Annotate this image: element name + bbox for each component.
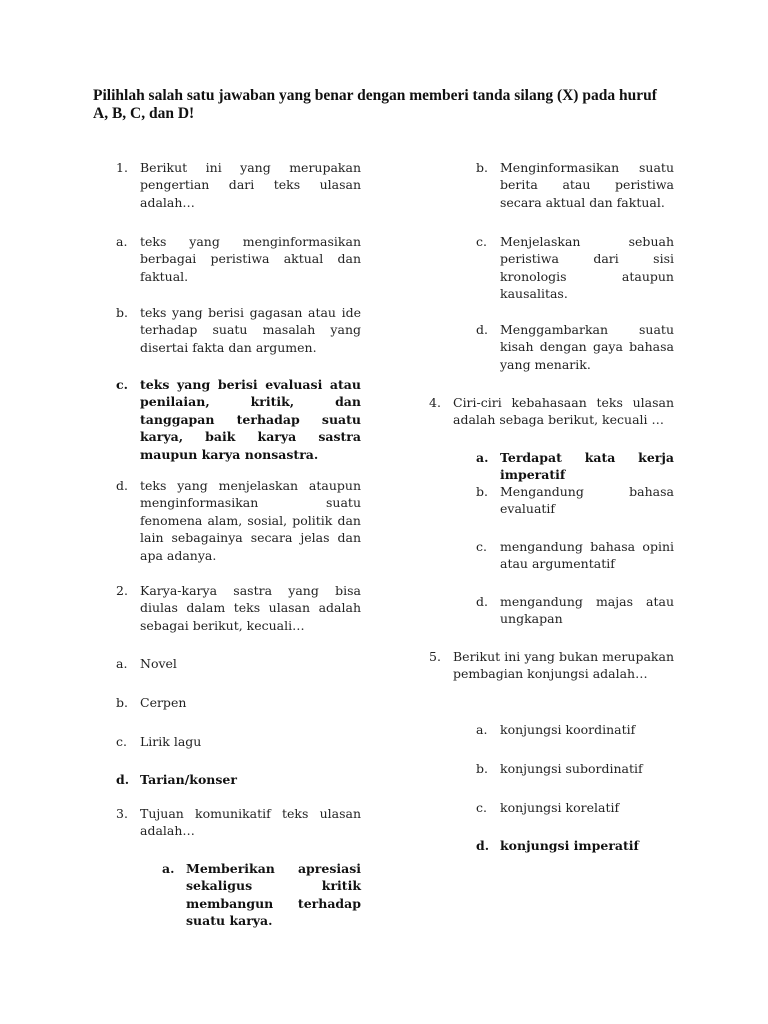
option-label: a.	[116, 234, 128, 249]
option-label: c.	[476, 800, 487, 815]
option-label: d.	[476, 594, 488, 609]
option-text: Novel	[140, 656, 177, 671]
option-label: d.	[476, 838, 490, 853]
option-label: c.	[476, 234, 487, 249]
question-2	[116, 582, 361, 634]
option-text: konjungsi koordinatif	[500, 722, 636, 737]
option-5c[interactable]	[476, 799, 674, 816]
question-3	[116, 805, 361, 840]
option-text: teks yang menjelaskan ataupun menginformasikan suatu fenomena alam, sosial, politik dan lain sebagainya secara jelas dan apa adanya.	[140, 478, 361, 563]
option-text: teks yang berisi gagasan atau ide terhadap suatu masalah yang disertai fakta dan argumen.	[140, 305, 361, 355]
option-label: a.	[162, 861, 175, 876]
option-1d[interactable]	[116, 477, 361, 564]
option-text: Menginformasikan suatu berita atau peristiwa secara aktual dan faktual.	[500, 160, 674, 210]
option-1a[interactable]	[116, 233, 361, 285]
question-number: 1.	[116, 160, 128, 175]
question-text: Tujuan komunikatif teks ulasan adalah…	[140, 806, 361, 839]
option-3b[interactable]	[476, 159, 674, 211]
option-text: Cerpen	[140, 695, 187, 710]
option-4b[interactable]	[476, 483, 674, 518]
option-5a[interactable]	[476, 721, 674, 738]
option-label: b.	[476, 484, 488, 499]
option-5b[interactable]	[476, 760, 674, 777]
option-text: Memberikan apresiasi sekaligus kritik membangun terhadap suatu karya.	[186, 861, 361, 929]
option-label: c.	[476, 539, 487, 554]
option-text: Mengandung bahasa evaluatif	[500, 484, 674, 517]
question-4	[429, 394, 674, 429]
option-text: Menggambarkan suatu kisah dengan gaya bahasa yang menarik.	[500, 322, 674, 372]
option-label: a.	[116, 656, 128, 671]
option-2d[interactable]	[116, 771, 361, 788]
option-text: mengandung majas atau ungkapan	[500, 594, 674, 627]
question-1	[116, 159, 361, 211]
option-text: Terdapat kata kerja imperatif	[500, 450, 674, 483]
question-number: 3.	[116, 806, 128, 821]
option-label: a.	[476, 722, 488, 737]
option-label: b.	[116, 695, 128, 710]
option-label: b.	[476, 160, 488, 175]
option-text: konjungsi korelatif	[500, 800, 620, 815]
option-3a[interactable]	[162, 860, 361, 930]
option-2a[interactable]	[116, 655, 361, 672]
option-1c[interactable]	[116, 376, 361, 463]
question-number: 5.	[429, 649, 441, 664]
option-label: d.	[476, 322, 488, 337]
option-text: Lirik lagu	[140, 734, 202, 749]
option-label: b.	[116, 305, 128, 320]
option-label: d.	[116, 478, 128, 493]
option-3d[interactable]	[476, 321, 674, 373]
option-4d[interactable]	[476, 593, 674, 628]
option-4a[interactable]	[476, 449, 674, 484]
question-text: Berikut ini yang bukan merupakan pembagian konjungsi adalah…	[453, 649, 674, 682]
question-text: Ciri-ciri kebahasaan teks ulasan adalah sebaga berikut, kecuali …	[453, 395, 674, 428]
option-text: teks yang berisi evaluasi atau penilaian, kritik, dan tanggapan terhadap suatu karya, baik karya sastra maupun karya nonsastra.	[140, 377, 361, 462]
question-text: Karya-karya sastra yang bisa diulas dalam teks ulasan adalah sebagai berikut, kecuali…	[140, 583, 361, 633]
option-label: a.	[476, 450, 489, 465]
option-label: c.	[116, 734, 127, 749]
question-number: 4.	[429, 395, 441, 410]
option-2c[interactable]	[116, 733, 361, 750]
option-1b[interactable]	[116, 304, 361, 356]
question-5	[429, 648, 674, 683]
option-label: d.	[116, 772, 130, 787]
option-text: teks yang menginformasikan berbagai peristiwa aktual dan faktual.	[140, 234, 361, 284]
option-4c[interactable]	[476, 538, 674, 573]
option-text: Menjelaskan sebuah peristiwa dari sisi kronologis ataupun kausalitas.	[500, 234, 674, 302]
option-3c[interactable]	[476, 233, 674, 303]
option-label: c.	[116, 377, 128, 392]
instruction-text: Pilihlah salah satu jawaban yang benar dengan memberi tanda silang (X) pada huruf A, B, C, dan D!	[93, 87, 657, 122]
question-number: 2.	[116, 583, 128, 598]
option-label: b.	[476, 761, 488, 776]
option-text: mengandung bahasa opini atau argumentatif	[500, 539, 674, 572]
question-text: Berikut ini yang merupakan pengertian dari teks ulasan adalah…	[140, 160, 361, 210]
option-2b[interactable]	[116, 694, 361, 711]
option-text: Tarian/konser	[140, 772, 237, 787]
option-5d[interactable]	[476, 837, 674, 854]
option-text: konjungsi subordinatif	[500, 761, 643, 776]
option-text: konjungsi imperatif	[500, 838, 639, 853]
